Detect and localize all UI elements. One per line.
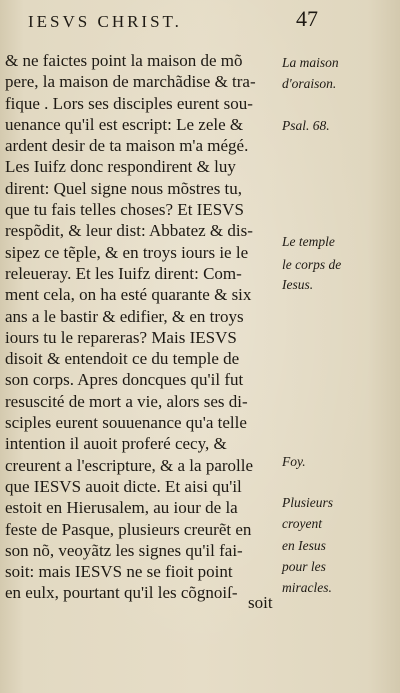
page-number: 47 bbox=[296, 6, 318, 31]
text-line: en eulx, pourtant qu'il les cõgnoiſ- bbox=[5, 583, 238, 603]
text-line: estoit en Hierusalem, au iour de la bbox=[5, 498, 238, 518]
text-line: releueray. Et les Iuifz dirent: Com- bbox=[5, 263, 242, 283]
text-line: que IESVS auoit dicte. Et aisi qu'il bbox=[5, 476, 242, 496]
text-line: que tu fais telles choses? Et IESVS bbox=[5, 200, 244, 220]
margin-note: Le temple bbox=[282, 234, 335, 249]
margin-note: croyent bbox=[282, 516, 322, 531]
margin-note: d'oraison. bbox=[282, 76, 337, 91]
text-line: creurent a l'escripture, & a la parolle bbox=[5, 455, 254, 475]
text-line: ment cela, on ha esté quarante & six bbox=[5, 285, 252, 305]
body-text bbox=[5, 50, 287, 604]
margin-note: La maison bbox=[282, 55, 339, 70]
margin-note: miracles. bbox=[282, 580, 332, 595]
text-line: ans a le bastir & edifier, & en troys bbox=[5, 306, 244, 326]
margin-note: Psal. 68. bbox=[282, 118, 330, 133]
text-line: ardent desir de ta maison m'a mégé. bbox=[5, 136, 249, 156]
text-line: disoit & entendoit ce du temple de bbox=[5, 349, 240, 369]
text-line: Les Iuifz donc respondirent & luy bbox=[5, 157, 236, 177]
text-line: son corps. Apres doncques qu'il fut bbox=[5, 370, 244, 390]
page-header bbox=[28, 4, 318, 34]
margin-note: en Iesus bbox=[282, 538, 326, 553]
text-line: iours tu le repareras? Mais IESVS bbox=[5, 327, 237, 347]
margin-note: Plusieurs bbox=[282, 495, 334, 510]
text-line: dirent: Quel signe nous mõstres tu, bbox=[5, 178, 243, 198]
text-line: sipez ce tẽple, & en troys iours ie le bbox=[5, 242, 249, 262]
text-line: & ne faictes point la maison de mõ bbox=[5, 51, 243, 70]
text-line: intention il auoit proferé cecy, & bbox=[5, 434, 227, 454]
text-line: fique . Lors ses disciples eurent sou- bbox=[5, 93, 253, 113]
text-line: respõdit, & leur dist: Abbatez & dis- bbox=[5, 221, 253, 241]
text-line: pere, la maison de marchãdise & tra- bbox=[5, 72, 256, 92]
catchword: soit bbox=[248, 593, 273, 612]
text-line: uenance qu'il est escript: Le zele & bbox=[5, 114, 244, 134]
margin-note: Foy. bbox=[282, 454, 306, 469]
text-line: son nõ, veoyãtz les signes qu'il fai- bbox=[5, 540, 243, 560]
margin-note: pour les bbox=[282, 559, 326, 574]
margin-note: le corps de bbox=[282, 257, 342, 272]
text-line: feste de Pasque, plusieurs creurẽt en bbox=[5, 519, 252, 539]
text-line: soit: mais IESVS ne se fioit point bbox=[5, 562, 233, 582]
running-title: IESVS CHRIST. bbox=[28, 12, 182, 31]
text-line: resuscité de mort a vie, alors ses di- bbox=[5, 391, 248, 411]
margin-note: Iesus. bbox=[282, 277, 314, 292]
text-line: sciples eurent souuenance qu'a telle bbox=[5, 413, 247, 433]
